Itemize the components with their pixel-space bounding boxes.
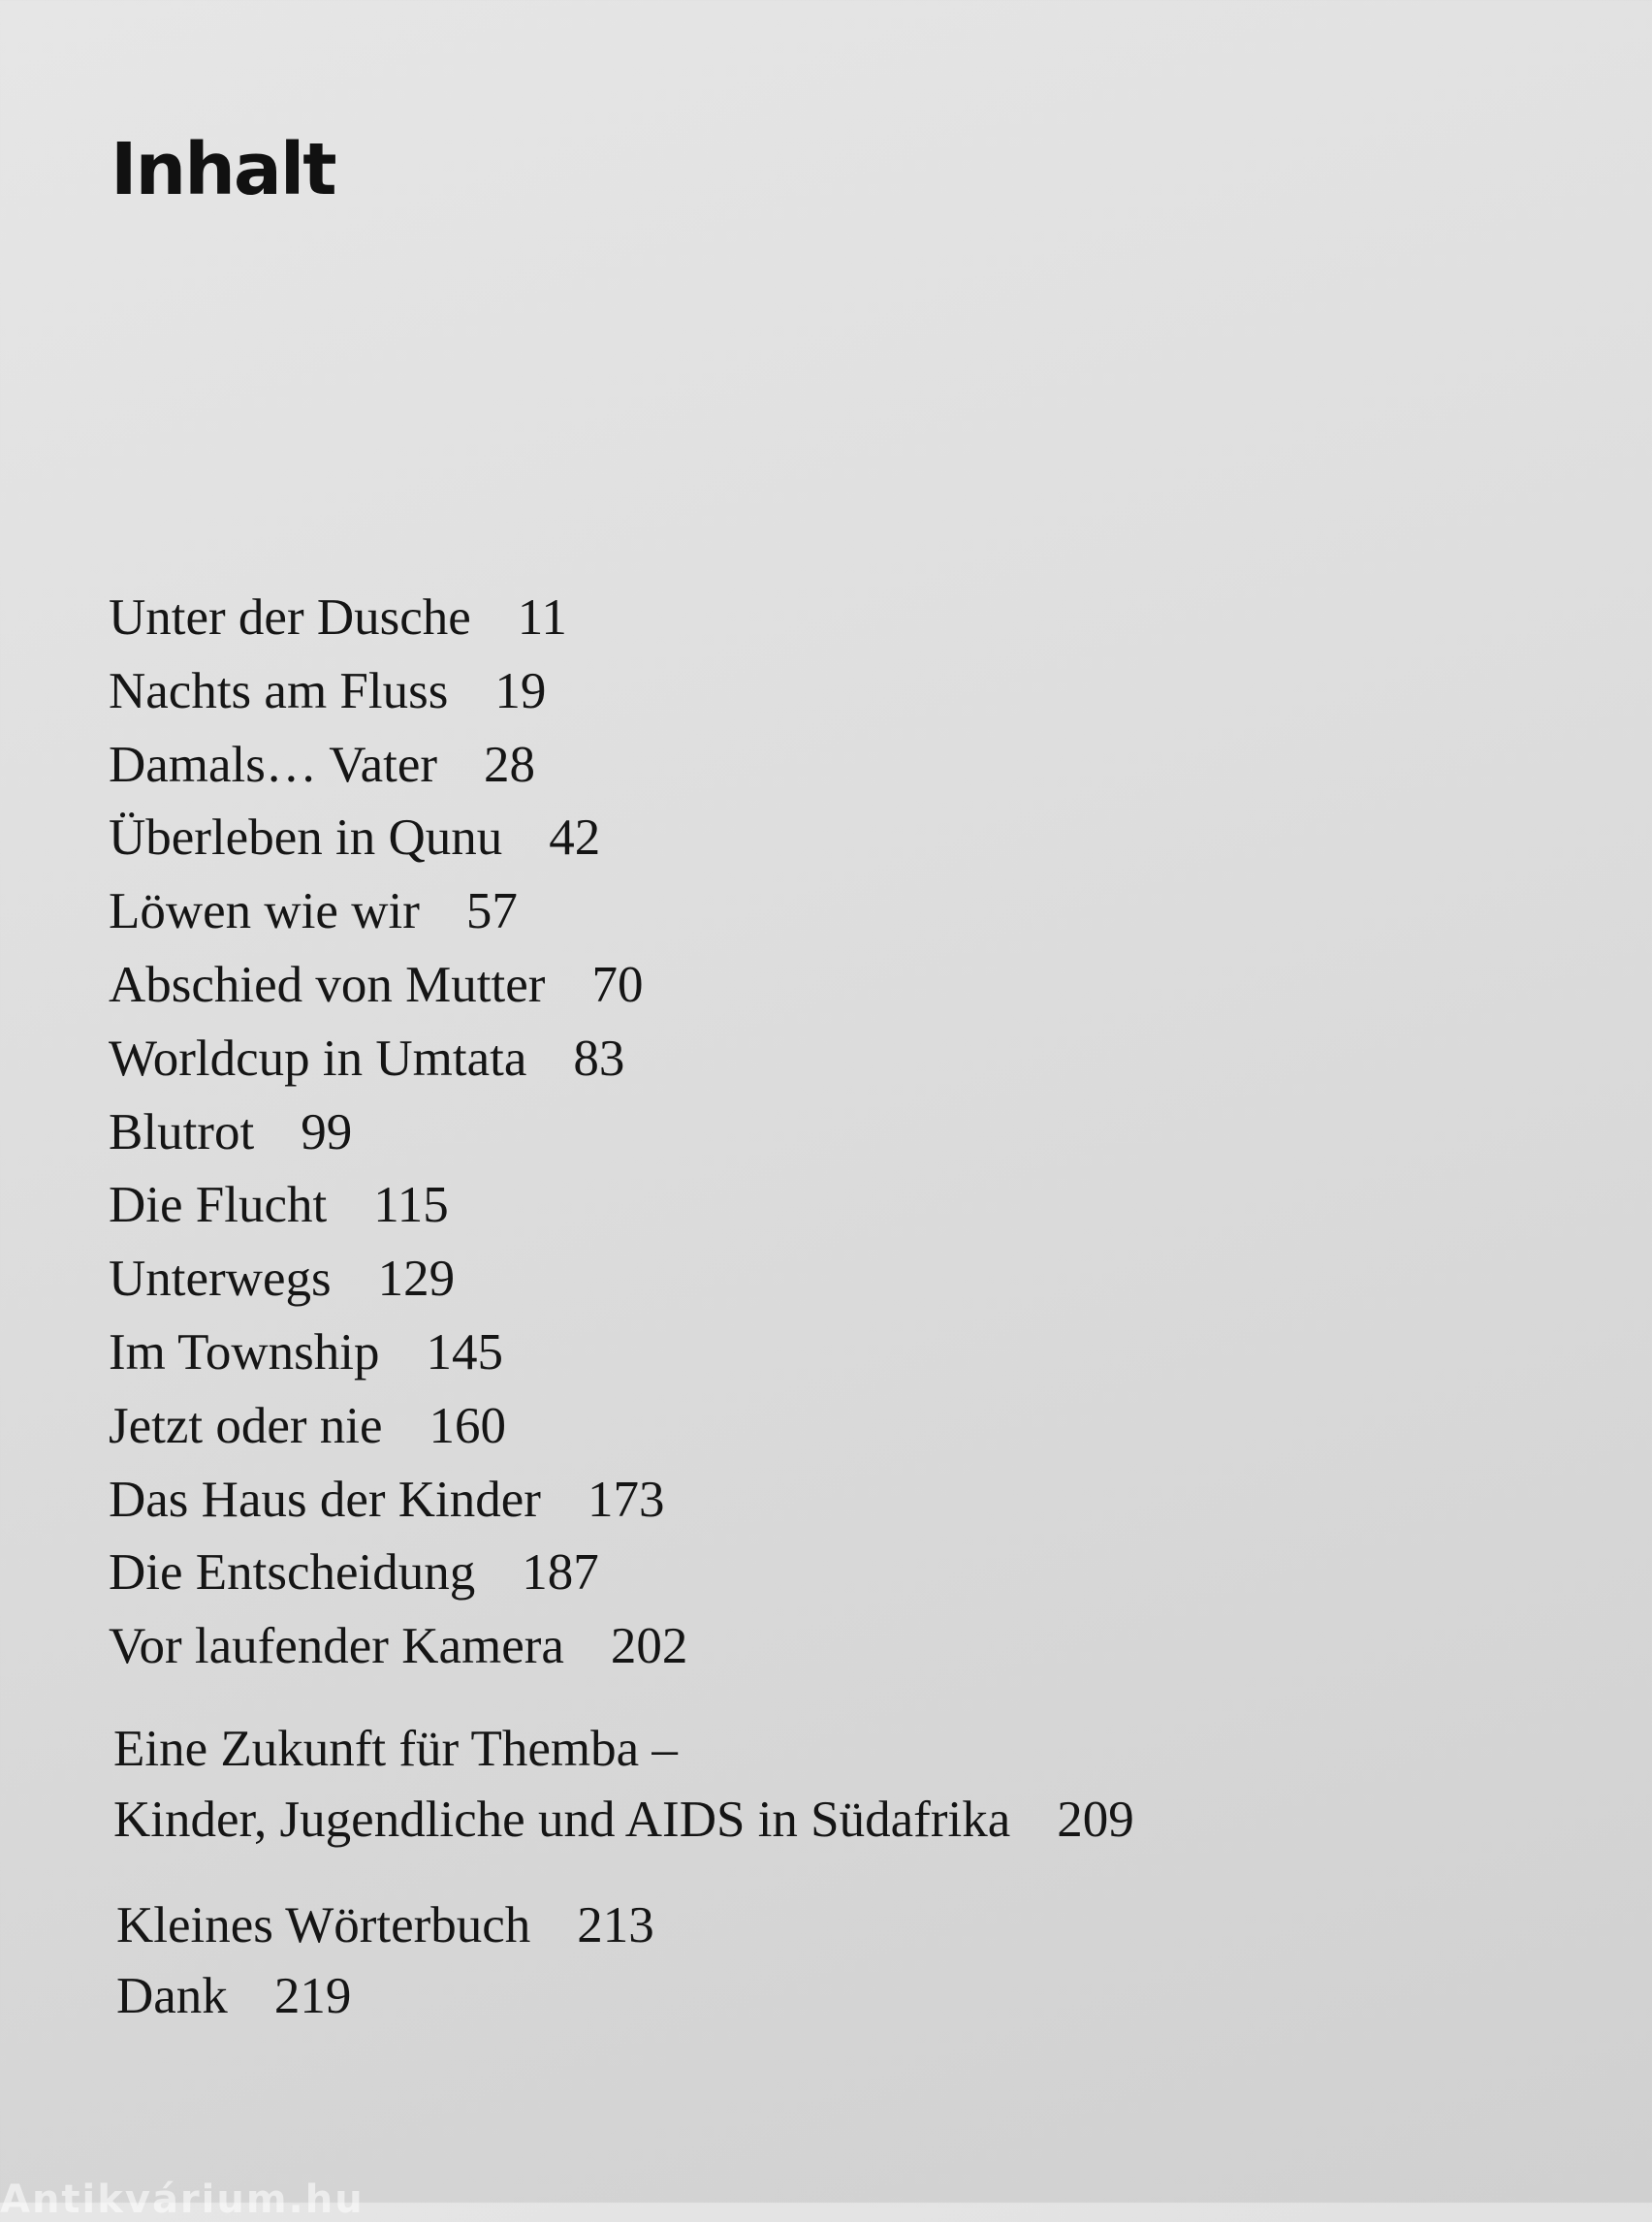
toc-entry <box>109 1243 687 1317</box>
toc-entry-page: 28 <box>484 736 536 793</box>
toc-entry <box>109 949 687 1023</box>
toc-entry <box>109 729 687 803</box>
extras-list <box>116 1890 654 2032</box>
toc-entry-title: Unter der Dusche <box>109 589 471 646</box>
toc-entry-title: Jetzt oder nie <box>109 1397 383 1454</box>
toc-entry-title: Die Entscheidung <box>109 1544 476 1602</box>
toc-entry-title: Damals… Vater <box>109 736 438 793</box>
toc-entry-page: 83 <box>573 1030 625 1087</box>
toc-entry-title: Nachts am Fluss <box>109 662 449 719</box>
toc-entry-title: Dank <box>116 1968 228 2024</box>
toc-entry <box>109 802 687 875</box>
toc-entry-page: 11 <box>517 589 567 646</box>
table-of-contents <box>109 582 687 1684</box>
toc-entry <box>109 875 687 949</box>
toc-entry-page: 99 <box>301 1103 353 1160</box>
toc-entry-title: Das Haus der Kinder <box>109 1471 541 1528</box>
toc-entry-page: 19 <box>494 662 547 719</box>
page-title: Inhalt <box>111 128 335 211</box>
toc-entry-page: 187 <box>522 1544 599 1602</box>
appendix-page: 209 <box>1057 1792 1134 1848</box>
toc-entry-title: Blutrot <box>109 1103 255 1160</box>
toc-entry-title: Vor laufender Kamera <box>109 1618 564 1675</box>
toc-entry <box>109 1537 687 1610</box>
appendix-title-line-1: Eine Zukunft für Themba – <box>113 1721 678 1777</box>
toc-entry-title: Die Flucht <box>109 1177 328 1234</box>
toc-entry-page: 145 <box>426 1323 503 1381</box>
toc-entry <box>109 1169 687 1243</box>
toc-entry-title: Kleines Wörterbuch <box>116 1897 531 1953</box>
toc-entry-title: Unterwegs <box>109 1251 332 1308</box>
toc-entry <box>109 1317 687 1390</box>
toc-entry-page: 57 <box>465 883 518 940</box>
toc-entry-page: 160 <box>429 1397 507 1454</box>
toc-entry-title: Worldcup in Umtata <box>109 1030 527 1087</box>
appendix-title: Kinder, Jugendliche und AIDS in Südafrika <box>113 1792 1011 1848</box>
toc-entry-title: Abschied von Mutter <box>109 956 546 1013</box>
toc-entry-page: 213 <box>577 1897 654 1953</box>
toc-entry-page: 70 <box>591 956 644 1013</box>
appendix-title-line-2 <box>113 1785 1134 1856</box>
toc-entry <box>109 1390 687 1464</box>
toc-entry-title: Löwen wie wir <box>109 883 420 940</box>
toc-entry-page: 129 <box>377 1251 456 1308</box>
toc-entry-page: 115 <box>373 1177 449 1234</box>
toc-entry <box>109 1464 687 1538</box>
toc-entry <box>109 582 687 655</box>
watermark-text: Antikvárium.hu <box>0 2177 365 2222</box>
toc-entry <box>109 1023 687 1096</box>
toc-entry-title: Überleben in Qunu <box>109 809 503 867</box>
toc-entry <box>116 1890 654 1961</box>
toc-entry-page: 202 <box>610 1618 688 1675</box>
toc-entry <box>109 655 687 729</box>
toc-entry <box>109 1096 687 1170</box>
toc-entry-page: 42 <box>549 809 601 867</box>
toc-entry-title: Im Township <box>109 1323 380 1381</box>
toc-entry <box>109 1610 687 1684</box>
toc-entry <box>116 1961 654 2032</box>
toc-entry-page: 173 <box>587 1471 665 1528</box>
appendix-entry <box>113 1714 1134 1856</box>
toc-entry-page: 219 <box>273 1968 352 2024</box>
